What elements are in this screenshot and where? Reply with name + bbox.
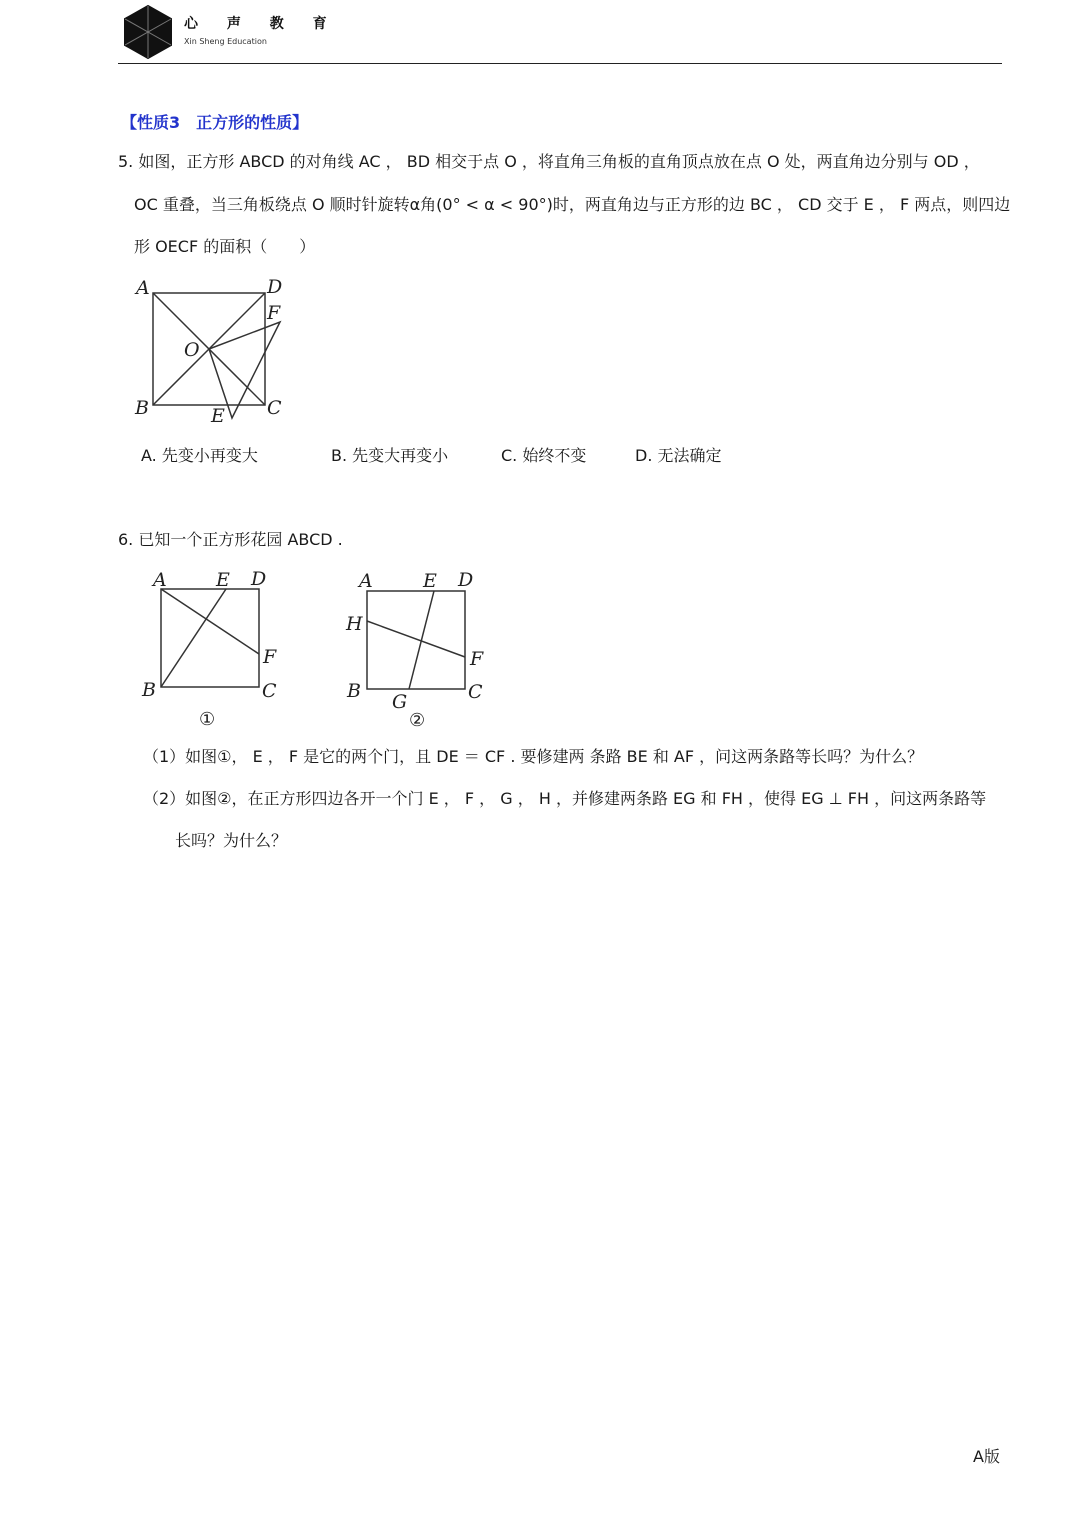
q6-fig1-caption: ① [199, 709, 216, 730]
q6-fig1-label-c: C [262, 680, 277, 702]
q6-fig2-label-h: H [346, 613, 363, 635]
q5-label-a: A [136, 277, 150, 299]
q6-stem: 6. 已知一个正方形花园 ABCD . [118, 530, 343, 549]
q6-fig1-label-d: D [251, 568, 267, 590]
q6-figure-2 [335, 565, 500, 735]
q5-label-e: E [211, 405, 225, 427]
header-divider [118, 63, 1002, 64]
q6-fig2-path-fh [367, 621, 465, 657]
q5-line-3: 形 OECF 的面积（ ） [134, 237, 316, 256]
q6-fig2-label-b: B [347, 680, 361, 702]
version-label: A版 [973, 1447, 1000, 1466]
hexagon-logo-icon [120, 4, 176, 60]
q6-fig2-label-c: C [468, 681, 483, 703]
q6-fig2-label-g: G [392, 691, 408, 713]
q5-label-b: B [135, 397, 149, 419]
q6-fig1-path-af [161, 589, 259, 654]
q6-fig1-path-be [161, 589, 226, 687]
q5-label-c: C [267, 397, 282, 419]
q6-fig2-label-f: F [470, 648, 484, 670]
q6-fig1-label-f: F [263, 646, 277, 668]
q6-fig1-label-a: A [153, 569, 167, 591]
q5-label-f: F [267, 302, 281, 324]
q5-label-d: D [267, 276, 283, 298]
q6-figure-1 [130, 565, 290, 735]
q6-part-1: （1）如图①， E ， F 是它的两个门，且 DE ＝ CF . 要修建两 条路 BE 和 AF ，问这两条路等长吗？为什么？ [143, 747, 924, 766]
q5-option-b: B. 先变大再变小 [331, 446, 449, 465]
brand-name-en: Xin Sheng Education [184, 37, 267, 46]
q5-option-c: C. 始终不变 [501, 446, 587, 465]
q5-option-a: A. 先变小再变大 [141, 446, 258, 465]
q6-fig2-square [367, 591, 465, 689]
q5-label-o: O [184, 339, 200, 361]
brand-name-cn: 心 声 教 育 [184, 16, 339, 32]
q6-part-2-line-1: （2）如图②，在正方形四边各开一个门 E ， F ， G ， H ，并修建两条路 EG 和 FH ，使得 EG ⊥ FH ，问这两条路等 [143, 789, 987, 808]
q6-fig1-label-e: E [216, 569, 230, 591]
q6-fig1-label-b: B [142, 679, 156, 701]
section-title: 【性质3 正方形的性质】 [121, 113, 309, 132]
q6-fig2-label-a: A [359, 570, 373, 592]
q6-part-2-line-2: 长吗？为什么？ [175, 831, 288, 850]
q6-fig2-label-e: E [423, 570, 437, 592]
q6-fig2-caption: ② [409, 710, 426, 731]
q5-figure [130, 272, 300, 432]
q6-fig2-path-eg [409, 591, 434, 689]
q5-line-1: 5. 如图，正方形 ABCD 的对角线 AC ， BD 相交于点 O ，将直角三角板的直角顶点放在点 O 处，两直角边分别与 OD ， [118, 152, 980, 171]
q6-fig2-label-d: D [458, 569, 474, 591]
q5-line-2: OC 重叠，当三角板绕点 O 顺时针旋转α角(0° < α < 90°)时，两直角边与正方形的边 BC ， CD 交于 E ， F 两点，则四边 [134, 195, 1011, 214]
q5-option-d: D. 无法确定 [635, 446, 722, 465]
q6-fig1-square [161, 589, 259, 687]
